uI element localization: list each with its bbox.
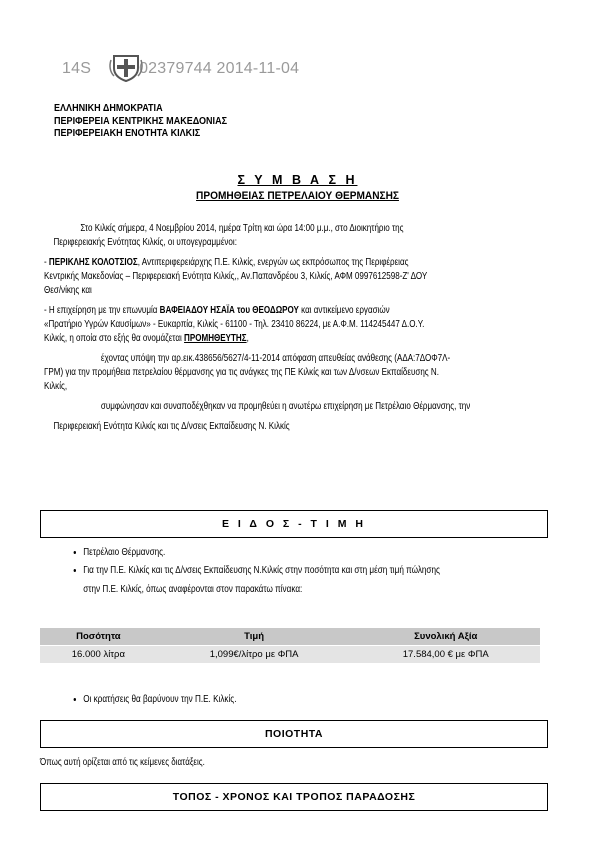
cell-price: 1,099€/λίτρο με ΦΠΑ (157, 646, 352, 664)
body-paragraph: συμφώνησαν και συναποδέχθηκαν να προμηθεύει η ανωτέρω επιχείρηση με Πετρέλαιο Θέρμανσης, την (100, 401, 471, 412)
cell-quantity: 16.000 λίτρα (40, 646, 157, 664)
party-2-name: ΒΑΦΕΙΑΔΟΥ ΗΣΑΪΑ του ΘΕΟΔΩΡΟΥ (159, 305, 299, 316)
party-1-name: ΠΕΡΙΚΛΗΣ ΚΟΛΟΤΣΙΟΣ (48, 257, 138, 268)
body-paragraph: Κιλκίς, (44, 381, 68, 392)
document-subtitle: ΠΡΟΜΗΘΕΙΑΣ ΠΕΤΡΕΛΑΙΟΥ ΘΕΡΜΑΝΣΗΣ (196, 190, 399, 202)
body-paragraph: ΓΡΜ) για την προμήθεια πετρελαίου θέρμανσης για τις ανάγκες της ΠΕ Κιλκίς και των Δ/νσεων Εκπαίδευσης Ν. (44, 367, 439, 378)
party-2: - Η επιχείρηση με την επωνυμία ΒΑΦΕΙΑΔΟΥ ΗΣΑΪΑ του ΘΕΟΔΩΡΟΥ και αντικείμενο εργασιών (44, 305, 390, 316)
contract-body (44, 222, 542, 434)
table-row (40, 646, 540, 664)
bullet-item: • Για την Π.Ε. Κιλκίς και τις Δ/νσεις Εκπαίδευσης Ν.Κιλκίς στην ποσότητα και στη μέση τιμή πώλησης στην Π.Ε. Κιλκίς, όπως αναφέρονται στον παρακάτω πίνακα: (83, 564, 552, 597)
header-line-1: ΕΛΛΗΝΙΚΗ ΔΗΜΟΚΡΑΤΙΑ (54, 102, 163, 114)
item-price-bullets (64, 546, 552, 597)
header-line-2: ΠΕΡΙΦΕΡΕΙΑ ΚΕΝΤΡΙΚΗΣ ΜΑΚΕΔΟΝΙΑΣ (54, 114, 228, 127)
bullet-item: • Οι κρατήσεις θα βαρύνουν την Π.Ε. Κιλκίς. (83, 693, 552, 707)
body-paragraph: Κιλκίς, η οποία στο εξής θα ονομάζεται ΠΡΟΜΗΘΕΥΤΗΣ, (44, 333, 249, 344)
price-table (40, 628, 540, 663)
body-paragraph: Κεντρικής Μακεδονίας – Περιφερειακή Ενότητα Κιλκίς,, Αν.Παπανδρέου 3, Κιλκίς, ΑΦΜ 0997612598-Ζ' ΔΟΥ (44, 271, 428, 282)
bullet-item: • Πετρέλαιο Θέρμανσης. (83, 546, 552, 560)
section-heading-delivery: ΤΟΠΟΣ - ΧΡΟΝΟΣ ΚΑΙ ΤΡΟΠΟΣ ΠΑΡΑΔΟΣΗΣ (40, 783, 548, 811)
watermark-code: 02379744 2014-11-04 (139, 60, 300, 77)
body-paragraph: Στο Κιλκίς σήμερα, 4 Νοεμβρίου 2014, ημέρα Τρίτη και ώρα 14:00 μ.μ., στο Διοικητήριο της (80, 223, 404, 234)
header-line-3: ΠΕΡΙΦΕΡΕΙΑΚΗ ΕΝΟΤΗΤΑ ΚΙΛΚΙΣ (54, 127, 201, 139)
body-paragraph: έχοντας υπόψη την αρ.εικ.438656/5627/4-11-2014 απόφαση απευθείας ανάθεσης (ΑΔΑ:7ΔΟΦ7Λ- (100, 353, 451, 364)
cell-total: 17.584,00 € με ΦΠΑ (351, 646, 540, 664)
supplier-role: ΠΡΟΜΗΘΕΥΤΗΣ (184, 333, 247, 344)
column-header-quantity: Ποσότητα (40, 628, 157, 646)
section-heading-item-price: Ε Ι Δ Ο Σ - Τ Ι Μ Η (40, 510, 548, 538)
body-paragraph: Θεσ/νίκης και (44, 285, 92, 296)
column-header-total: Συνολική Αξία (351, 628, 540, 646)
quality-text: Όπως αυτή ορίζεται από τις κείμενες διατάξεις. (40, 757, 205, 768)
section-heading-quality: ΠΟΙΟΤΗΤΑ (40, 720, 548, 748)
greek-coat-of-arms-icon (108, 54, 144, 82)
body-paragraph: «Πρατήριο Υγρών Καυσίμων» - Ευκαρπία, Κιλκίς - 61100 - Τηλ. 23410 86224, με Α.Φ.Μ. 114245447 Δ.Ο.Υ. (44, 319, 425, 330)
document-id-watermark (62, 60, 299, 78)
body-paragraph: Περιφερειακής Ενότητας Κιλκίς, οι υπογεγραμμένοι: (53, 237, 237, 248)
deductions-bullet (64, 693, 552, 707)
table-header-row (40, 628, 540, 646)
document-title: Σ Υ Μ Β Α Σ Η (237, 173, 358, 187)
watermark-prefix: 14S (62, 60, 92, 77)
body-paragraph: Περιφερειακή Ενότητα Κιλκίς και τις Δ/νσεις Εκπαίδευσης Ν. Κιλκίς (53, 421, 290, 432)
column-header-price: Τιμή (157, 628, 352, 646)
issuing-authority-header (54, 102, 227, 140)
party-1: - ΠΕΡΙΚΛΗΣ ΚΟΛΟΤΣΙΟΣ, Αντιπεριφερειάρχης Π.Ε. Κιλκίς, ενεργών ως εκπρόσωπος της Περιφέρειας (44, 257, 409, 268)
